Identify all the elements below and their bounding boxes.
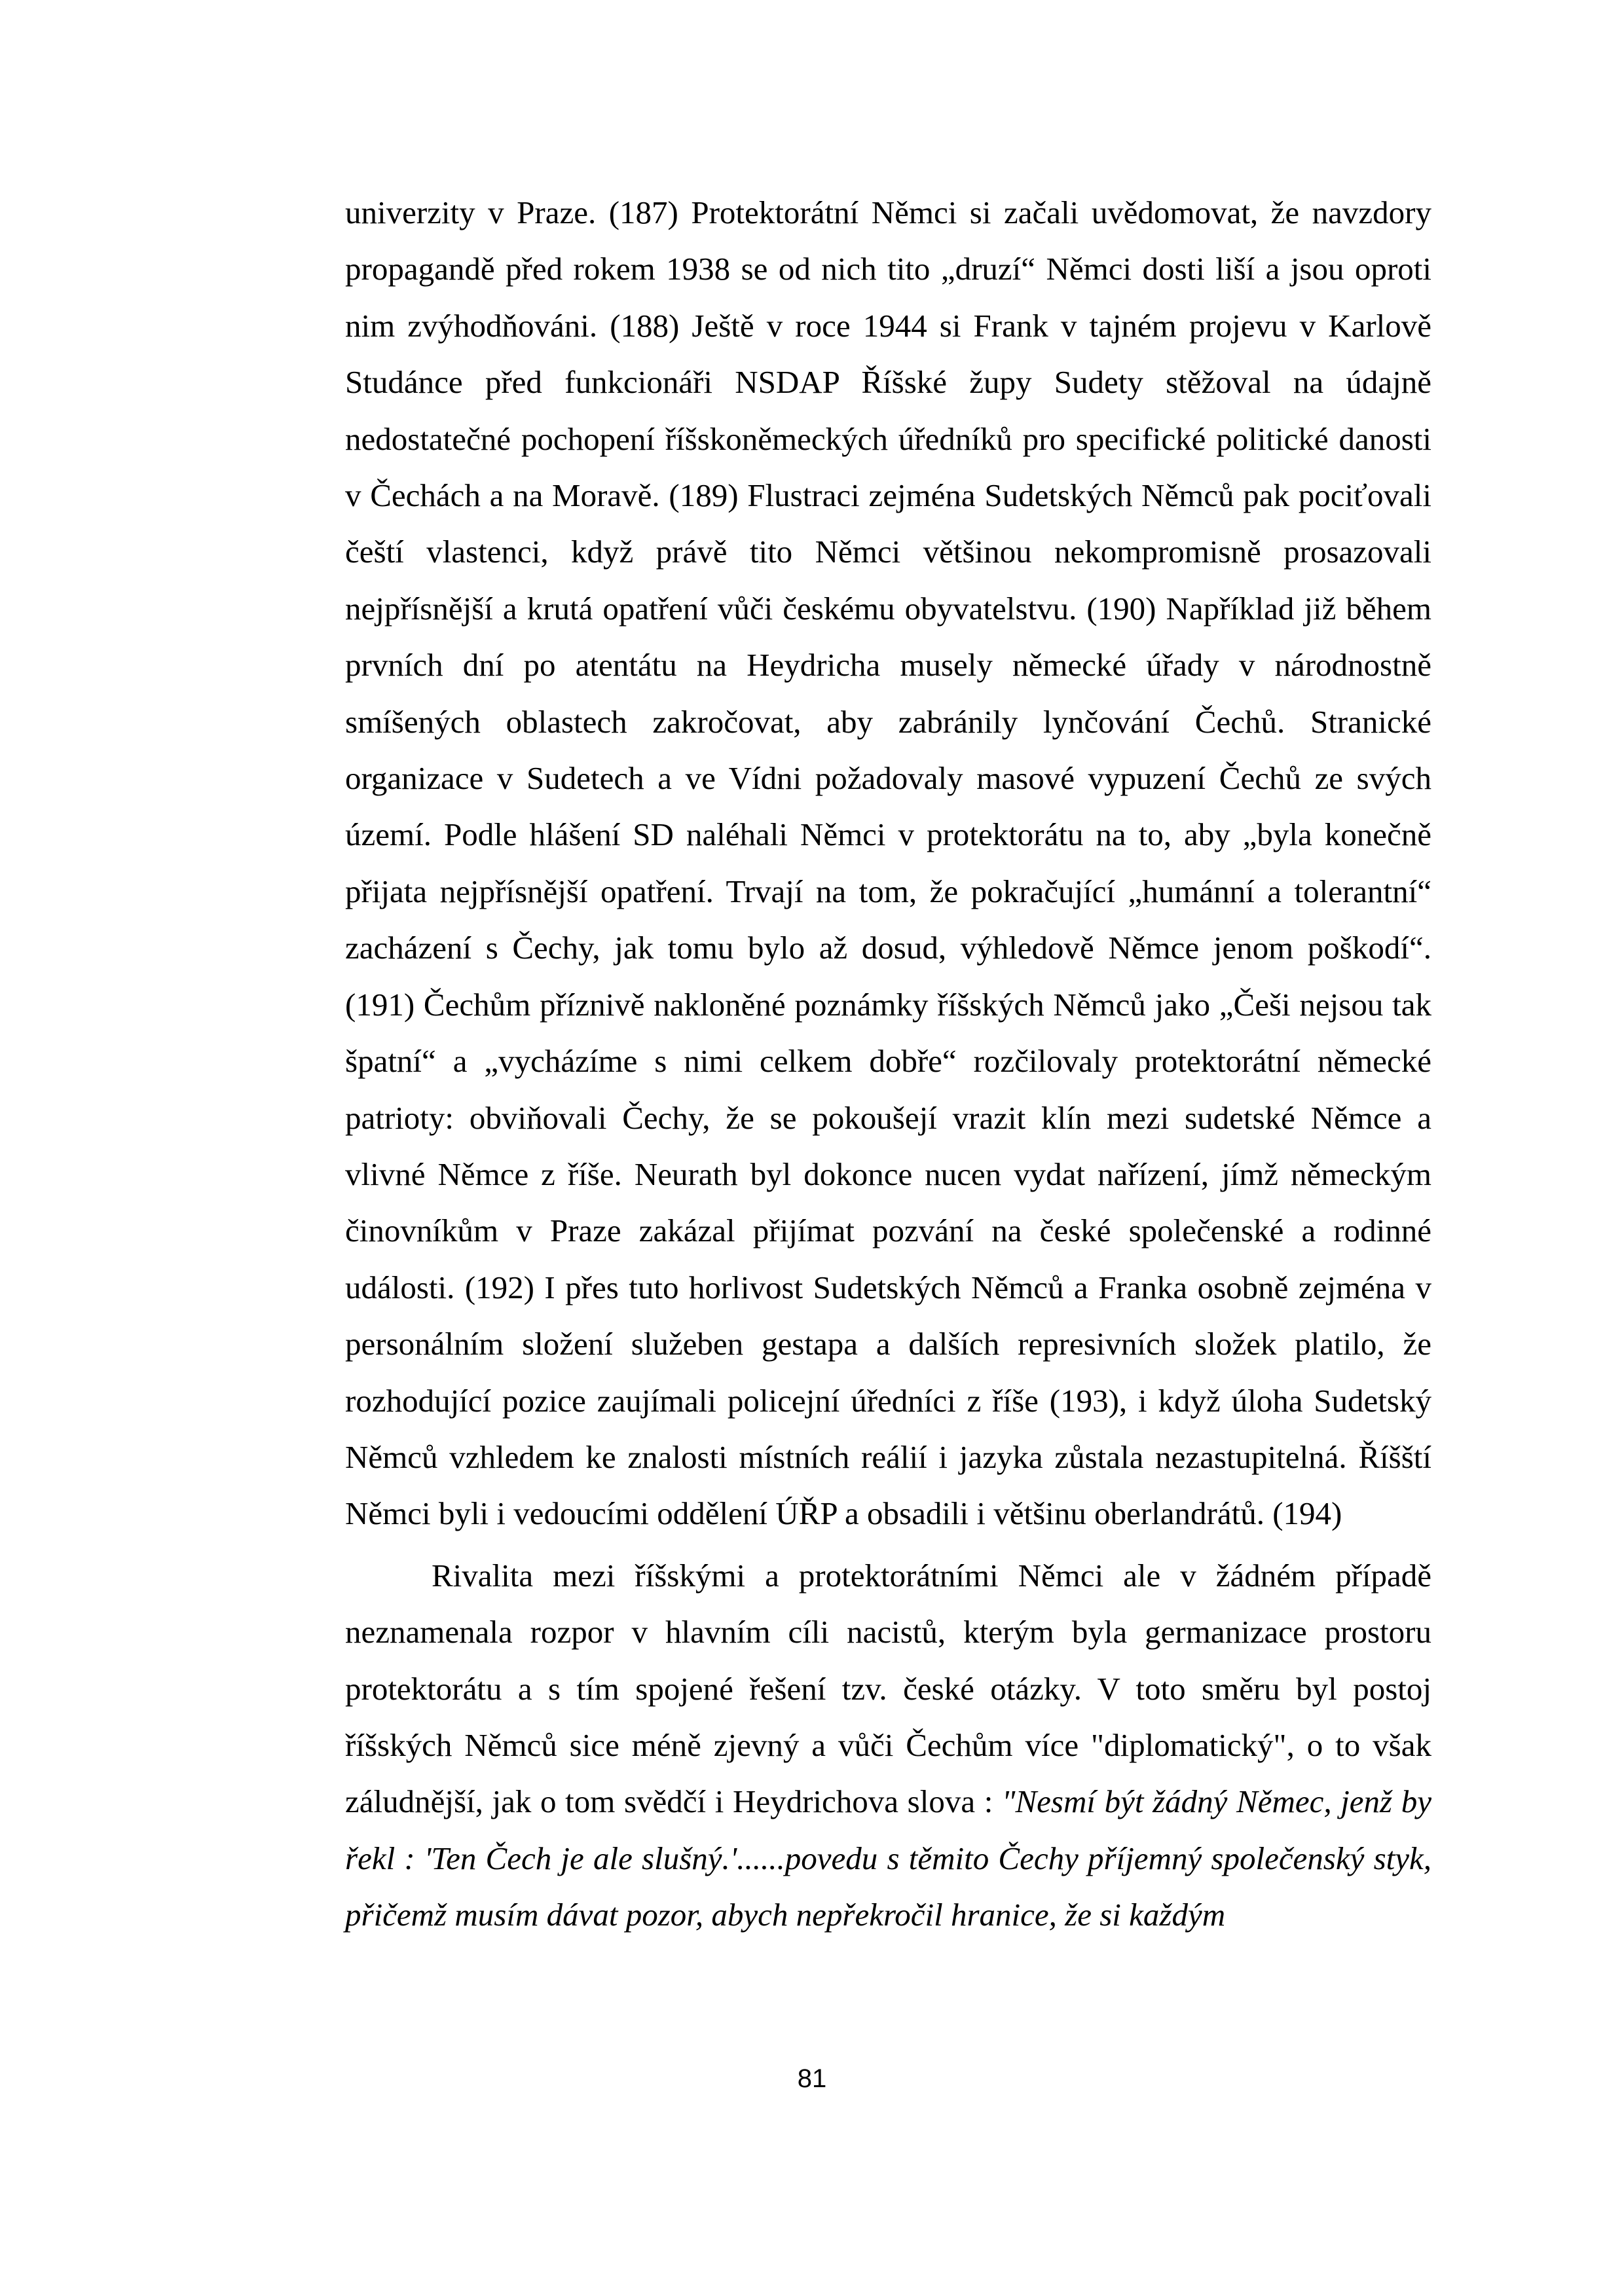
- paragraph: [345, 1548, 1431, 1944]
- page-number: 81: [797, 2064, 827, 2093]
- heydrich-quote: "Nesmí být žádný Němec, jenž by řekl : 'Ten Čech je ale slušný.'......povedu s těmito Čechy příjemný společenský styk, přičemž musím dávat pozor, abych nepřekročil hranice, že si každým: [345, 1783, 1431, 1933]
- paragraph: univerzity v Praze. (187) Protektorátní Němci si začali uvědomovat, že navzdory propagandě před rokem 1938 se od nich tito „druzí“ Němci dosti liší a jsou oproti nim zvýhodňováni. (188) Ještě v roce 1944 si Frank v tajném projevu v Karlově Studánce před funkcionáři NSDAP Říšské župy Sudety stěžoval na údajně nedostatečné pochopení říšskoněmeckých úředníků pro specifické politické danosti v Čechách a na Moravě. (189) Flustraci zejména Sudetských Němců pak pociťovali čeští vlastenci, když právě tito Němci většinou nekompromisně prosazovali nejpřísnější a krutá opatření vůči českému obyvatelstvu. (190) Například již během prvních dní po atentátu na Heydricha musely německé úřady v národnostně smíšených oblastech zakročovat, aby zabránily lynčování Čechů. Stranické organizace v Sudetech a ve Vídni požadovaly masové vypuzení Čechů ze svých území. Podle hlášení SD naléhali Němci v protektorátu na to, aby „byla konečně přijata nejpřísnější opatření. Trvají na tom, že pokračující „humánní a tolerantní“ zacházení s Čechy, jak tomu bylo až dosud, výhledově Němce jenom poškodí“. (191) Čechům příznivě nakloněné poznámky říšských Němců jako „Češi nejsou tak špatní“ a „vycházíme s nimi celkem dobře“ rozčilovaly protektorátní německé patrioty: obviňovali Čechy, že se pokoušejí vrazit klín mezi sudetské Němce a vlivné Němce z říše. Neurath byl dokonce nucen vydat nařízení, jímž německým činovníkům v Praze zakázal přijímat pozvání na české společenské a rodinné události. (192) I přes tuto horlivost Sudetských Němců a Franka osobně zejména v personálním složení služeben gestapa a dalších represivních složek platilo, že rozhodující pozice zaujímali policejní úředníci z říše (193), i když úloha Sudetský Němců vzhledem ke znalosti místních reálií i jazyka zůstala nezastupitelná. Říšští Němci byli i vedoucími oddělení ÚŘP a obsadili i většinu oberlandrátů. (194): [345, 194, 1431, 1532]
- body-text: [345, 185, 1431, 1944]
- paragraph-text: Rivalita mezi říšskými a protektorátními Němci ale v žádném případě neznamenala rozpor v hlavním cíli nacistů, kterým byla germanizace prostoru protektorátu a s tím spojené řešení tzv. české otázky. V toto směru byl postoj říšských Němců sice méně zjevný a vůči Čechům více "diplomatický", o to však záludnější, jak o tom svědčí i Heydrichova slova :: [345, 1557, 1431, 1820]
